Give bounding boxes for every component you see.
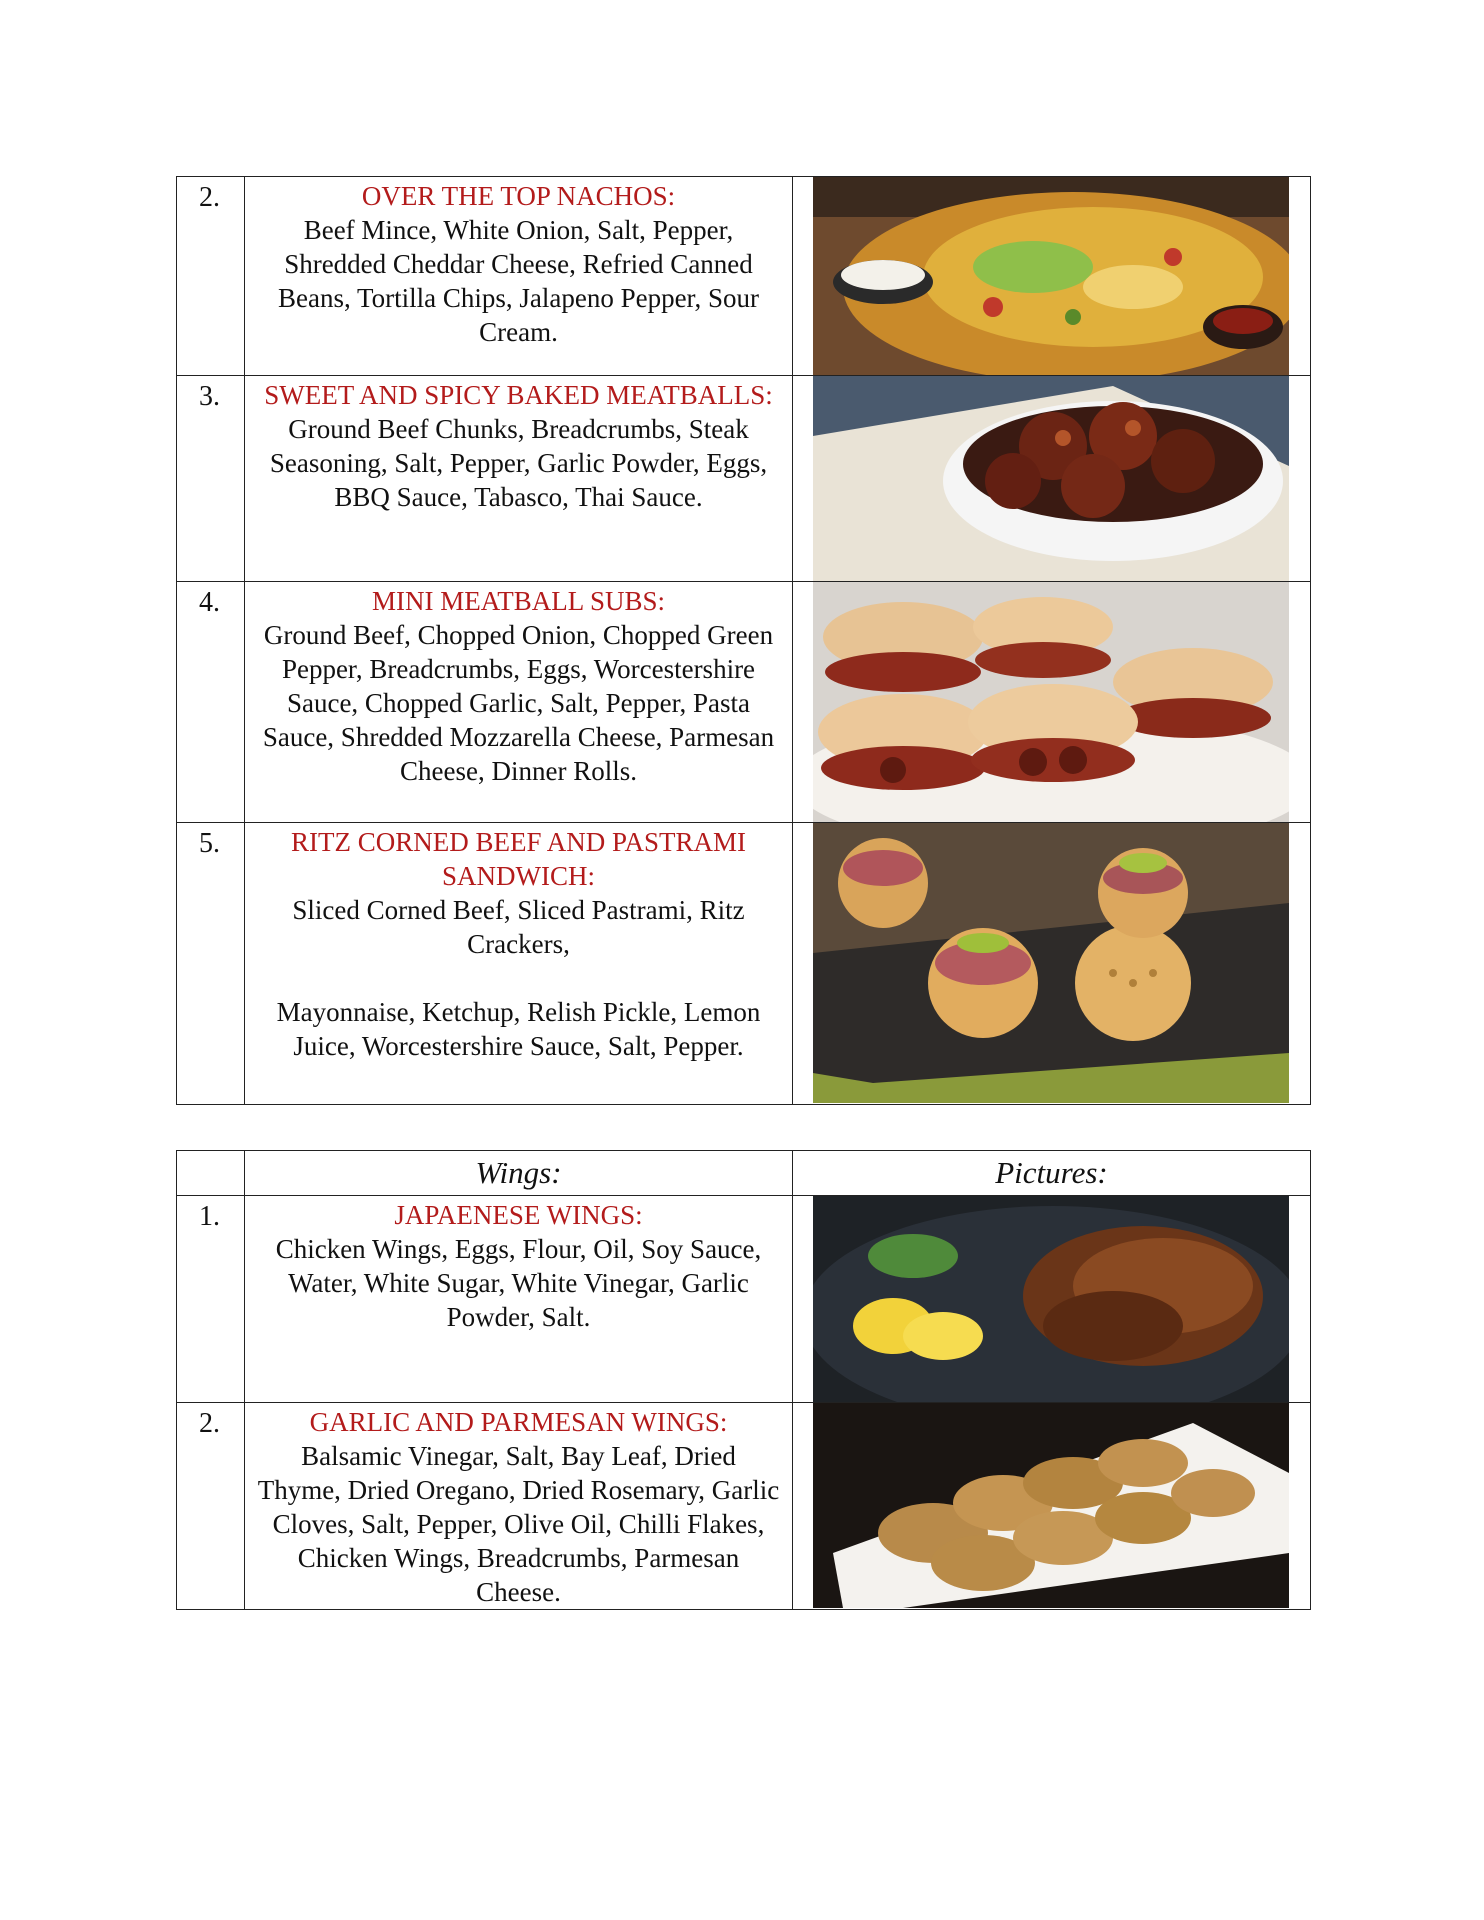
row-number: 5. bbox=[177, 823, 245, 1105]
recipe-cell bbox=[245, 1196, 793, 1403]
header-pictures: Pictures: bbox=[793, 1151, 1311, 1196]
picture-cell bbox=[793, 1196, 1311, 1403]
picture-cell bbox=[793, 823, 1311, 1105]
recipe-cell bbox=[245, 376, 793, 582]
garlic-parmesan-wings-photo bbox=[813, 1403, 1289, 1608]
recipe-ingredients: Ground Beef, Chopped Onion, Chopped Green Pepper, Breadcrumbs, Eggs, Worcestershire Sauce, Chopped Garlic, Salt, Pepper, Pasta Sauce, Shredded Mozzarella Cheese, Parmesan Cheese, Dinner Rolls. bbox=[262, 620, 775, 786]
recipe-title: JAPAENESE WINGS: bbox=[394, 1200, 643, 1230]
recipe-ingredients: Chicken Wings, Eggs, Flour, Oil, Soy Sauce, Water, White Sugar, White Vinegar, Garlic Powder, Salt. bbox=[275, 1234, 762, 1332]
recipe-ingredients: Balsamic Vinegar, Salt, Bay Leaf, Dried Thyme, Dried Oregano, Dried Rosemary, Garlic Cloves, Salt, Pepper, Olive Oil, Chilli Flakes, Chicken Wings, Breadcrumbs, Parmesan Cheese. bbox=[257, 1441, 780, 1607]
row-number: 2. bbox=[177, 177, 245, 376]
table-row bbox=[177, 823, 1311, 1105]
picture-cell bbox=[793, 376, 1311, 582]
ritz-sandwich-photo bbox=[813, 823, 1289, 1103]
recipe-title: GARLIC AND PARMESAN WINGS: bbox=[309, 1407, 728, 1437]
recipe-ingredients-more: Mayonnaise, Ketchup, Relish Pickle, Lemon Juice, Worcestershire Sauce, Salt, Pepper. bbox=[276, 997, 761, 1061]
recipe-ingredients: Sliced Corned Beef, Sliced Pastrami, Ritz Crackers, bbox=[292, 895, 745, 959]
meatballs-photo bbox=[813, 376, 1289, 581]
table-row bbox=[177, 376, 1311, 582]
recipe-cell bbox=[245, 582, 793, 823]
row-number: 3. bbox=[177, 376, 245, 582]
picture-cell bbox=[793, 582, 1311, 823]
meatball-subs-photo bbox=[813, 582, 1289, 822]
picture-cell bbox=[793, 177, 1311, 376]
table-row bbox=[177, 177, 1311, 376]
table-row bbox=[177, 582, 1311, 823]
wings-table bbox=[176, 1150, 1311, 1610]
recipe-ingredients: Ground Beef Chunks, Breadcrumbs, Steak Seasoning, Salt, Pepper, Garlic Powder, Eggs, BBQ Sauce, Tabasco, Thai Sauce. bbox=[269, 414, 768, 512]
recipe-title: OVER THE TOP NACHOS: bbox=[361, 181, 676, 211]
header-blank bbox=[177, 1151, 245, 1196]
recipe-cell bbox=[245, 177, 793, 376]
picture-cell bbox=[793, 1403, 1311, 1610]
appetizers-table bbox=[176, 176, 1311, 1105]
header-row bbox=[177, 1151, 1311, 1196]
table-row bbox=[177, 1403, 1311, 1610]
recipe-title: MINI MEATBALL SUBS: bbox=[371, 586, 666, 616]
header-wings: Wings: bbox=[245, 1151, 793, 1196]
recipe-cell bbox=[245, 823, 793, 1105]
japanese-wings-photo bbox=[813, 1196, 1289, 1402]
recipe-title: SWEET AND SPICY BAKED MEATBALLS: bbox=[264, 380, 773, 410]
table-row bbox=[177, 1196, 1311, 1403]
row-number: 4. bbox=[177, 582, 245, 823]
recipe-cell bbox=[245, 1403, 793, 1610]
row-number: 2. bbox=[177, 1403, 245, 1610]
nachos-photo bbox=[813, 177, 1289, 375]
recipe-title: RITZ CORNED BEEF AND PASTRAMI SANDWICH: bbox=[290, 827, 747, 891]
row-number: 1. bbox=[177, 1196, 245, 1403]
recipe-ingredients: Beef Mince, White Onion, Salt, Pepper, Shredded Cheddar Cheese, Refried Canned Beans, Tortilla Chips, Jalapeno Pepper, Sour Cream. bbox=[278, 215, 759, 347]
